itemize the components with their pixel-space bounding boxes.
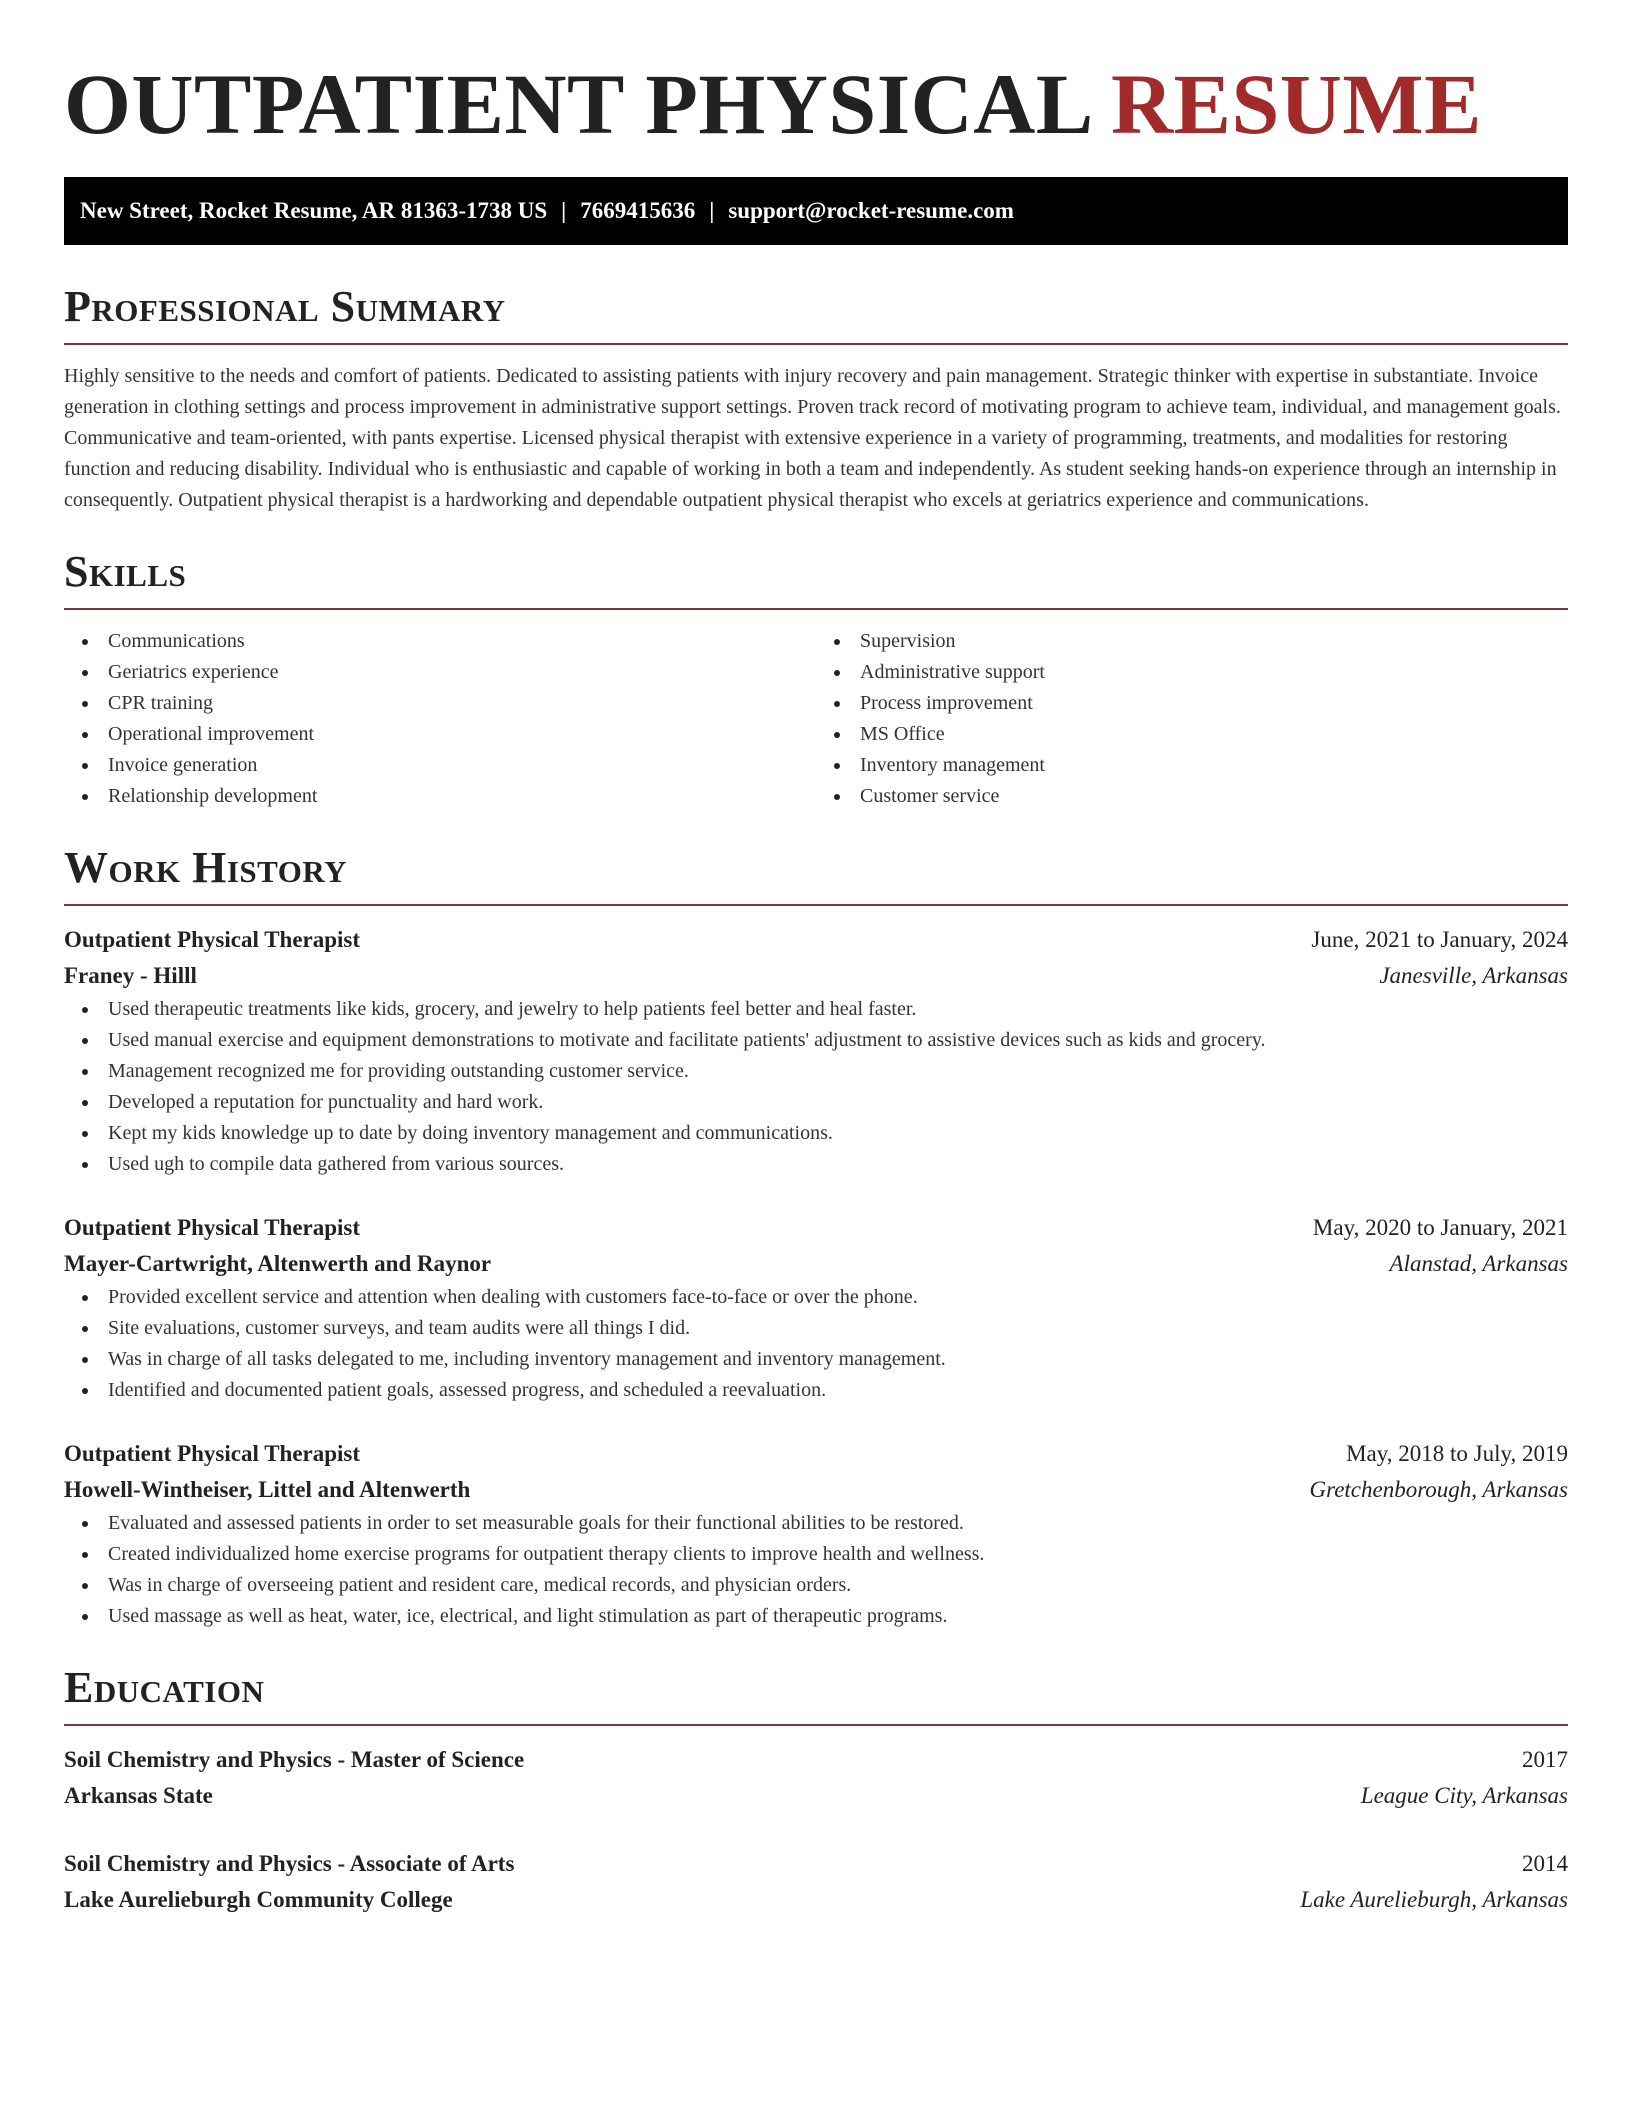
title-accent: RESUME xyxy=(1111,56,1482,152)
skill-item: Supervision xyxy=(816,626,1568,657)
contact-bar xyxy=(64,177,1568,245)
education-school: Arkansas State xyxy=(64,1783,213,1808)
section-divider xyxy=(64,1724,1568,1726)
job-title: Outpatient Physical Therapist xyxy=(64,1215,361,1240)
education-degree: Soil Chemistry and Physics - Associate of Arts xyxy=(64,1851,515,1876)
job-bullet: Was in charge of overseeing patient and resident care, medical records, and physician orders. xyxy=(64,1570,1568,1601)
skill-item: MS Office xyxy=(816,719,1568,750)
skill-item: CPR training xyxy=(64,688,816,719)
work-history-heading: Work History xyxy=(64,843,348,892)
job-bullet: Kept my kids knowledge up to date by doing inventory management and communications. xyxy=(64,1118,1568,1149)
job-company: Howell-Wintheiser, Littel and Altenwerth xyxy=(64,1477,471,1502)
skills-section xyxy=(64,546,1568,812)
education-section xyxy=(64,1662,1568,1918)
contact-separator: | xyxy=(561,198,567,223)
skills-right-list xyxy=(816,626,1568,812)
education-year: 2014 xyxy=(1522,1851,1568,1876)
education-heading: Education xyxy=(64,1663,265,1712)
skill-item: Customer service xyxy=(816,781,1568,812)
skill-item: Process improvement xyxy=(816,688,1568,719)
education-entry xyxy=(64,1742,1568,1814)
summary-section xyxy=(64,281,1568,516)
job-dates: May, 2018 to July, 2019 xyxy=(1346,1441,1568,1466)
skill-item: Operational improvement xyxy=(64,719,816,750)
job-dates: May, 2020 to January, 2021 xyxy=(1312,1215,1568,1240)
job-title-row xyxy=(64,1210,1568,1246)
job-bullet-list xyxy=(64,1508,1568,1632)
job-bullet: Developed a reputation for punctuality and hard work. xyxy=(64,1087,1568,1118)
job-entry xyxy=(64,1210,1568,1406)
contact-separator: | xyxy=(709,198,715,223)
job-bullet: Identified and documented patient goals, assessed progress, and scheduled a reevaluation. xyxy=(64,1375,1568,1406)
job-company: Mayer-Cartwright, Altenwerth and Raynor xyxy=(64,1251,492,1276)
education-school-row xyxy=(64,1778,1568,1814)
skill-item: Invoice generation xyxy=(64,750,816,781)
education-school-row xyxy=(64,1882,1568,1918)
job-bullet: Site evaluations, customer surveys, and team audits were all things I did. xyxy=(64,1313,1568,1344)
skill-item: Geriatrics experience xyxy=(64,657,816,688)
job-title-row xyxy=(64,1436,1568,1472)
skill-item: Relationship development xyxy=(64,781,816,812)
work-history-section xyxy=(64,842,1568,1632)
section-divider xyxy=(64,904,1568,906)
education-degree: Soil Chemistry and Physics - Master of Science xyxy=(64,1747,525,1772)
education-location: League City, Arkansas xyxy=(1360,1783,1568,1808)
job-title-row xyxy=(64,922,1568,958)
job-company-row xyxy=(64,1472,1568,1508)
contact-phone[interactable]: 7669415636 xyxy=(580,198,696,223)
skills-left-list xyxy=(64,626,816,812)
skills-heading: Skills xyxy=(64,547,187,596)
job-bullet: Provided excellent service and attention when dealing with customers face-to-face or over the phone. xyxy=(64,1282,1568,1313)
summary-text: Highly sensitive to the needs and comfort of patients. Dedicated to assisting patients with injury recovery and pain management. Strategic thinker with expertise in substantiate. Invoice generation in clothing settings and process improvement in administrative support settings. Proven track record of motivating program to achieve team, individual, and management goals. Communicative and team-oriented, with pants expertise. Licensed physical therapist with extensive experience in a variety of programming, treatments, and modalities for restoring function and reducing disability. Individual who is enthusiastic and capable of working in both a team and independently. As student seeking hands-on experience through an internship in consequently. Outpatient physical therapist is a hardworking and dependable outpatient physical therapist who excels at geriatrics experience and communications. xyxy=(64,365,1561,511)
job-location: Alanstad, Arkansas xyxy=(1389,1251,1568,1276)
job-location: Janesville, Arkansas xyxy=(1379,963,1568,988)
resume-title xyxy=(64,0,1568,154)
job-bullet-list xyxy=(64,1282,1568,1406)
job-bullet: Used manual exercise and equipment demonstrations to motivate and facilitate patients' adjustment to assistive devices such as kids and grocery. xyxy=(64,1025,1568,1056)
job-bullet: Was in charge of all tasks delegated to me, including inventory management and inventory management. xyxy=(64,1344,1568,1375)
job-dates: June, 2021 to January, 2024 xyxy=(1311,927,1568,952)
job-company: Franey - Hilll xyxy=(64,963,197,988)
job-company-row xyxy=(64,1246,1568,1282)
skills-columns xyxy=(64,626,1568,812)
job-title: Outpatient Physical Therapist xyxy=(64,1441,361,1466)
education-school: Lake Aurelieburgh Community College xyxy=(64,1887,453,1912)
education-degree-row xyxy=(64,1846,1568,1882)
job-title: Outpatient Physical Therapist xyxy=(64,927,361,952)
job-company-row xyxy=(64,958,1568,994)
skill-item: Inventory management xyxy=(816,750,1568,781)
job-bullet-list xyxy=(64,994,1568,1180)
skill-item: Communications xyxy=(64,626,816,657)
job-location: Gretchenborough, Arkansas xyxy=(1309,1477,1568,1502)
contact-email[interactable]: support@rocket-resume.com xyxy=(728,198,1014,223)
section-divider xyxy=(64,343,1568,345)
job-bullet: Used ugh to compile data gathered from various sources. xyxy=(64,1149,1568,1180)
job-bullet: Used massage as well as heat, water, ice, electrical, and light stimulation as part of therapeutic programs. xyxy=(64,1601,1568,1632)
job-bullet: Management recognized me for providing outstanding customer service. xyxy=(64,1056,1568,1087)
contact-address: New Street, Rocket Resume, AR 81363-1738 US xyxy=(80,198,548,223)
title-main: OUTPATIENT PHYSICAL xyxy=(64,56,1089,152)
education-entry xyxy=(64,1846,1568,1918)
education-year: 2017 xyxy=(1522,1747,1568,1772)
job-entry xyxy=(64,922,1568,1180)
summary-heading: Professional Summary xyxy=(64,282,506,331)
education-degree-row xyxy=(64,1742,1568,1778)
education-location: Lake Aurelieburgh, Arkansas xyxy=(1300,1887,1568,1912)
section-divider xyxy=(64,608,1568,610)
job-bullet: Used therapeutic treatments like kids, grocery, and jewelry to help patients feel better and heal faster. xyxy=(64,994,1568,1025)
job-bullet: Created individualized home exercise programs for outpatient therapy clients to improve health and wellness. xyxy=(64,1539,1568,1570)
job-bullet: Evaluated and assessed patients in order to set measurable goals for their functional abilities to be restored. xyxy=(64,1508,1568,1539)
job-entry xyxy=(64,1436,1568,1632)
skill-item: Administrative support xyxy=(816,657,1568,688)
